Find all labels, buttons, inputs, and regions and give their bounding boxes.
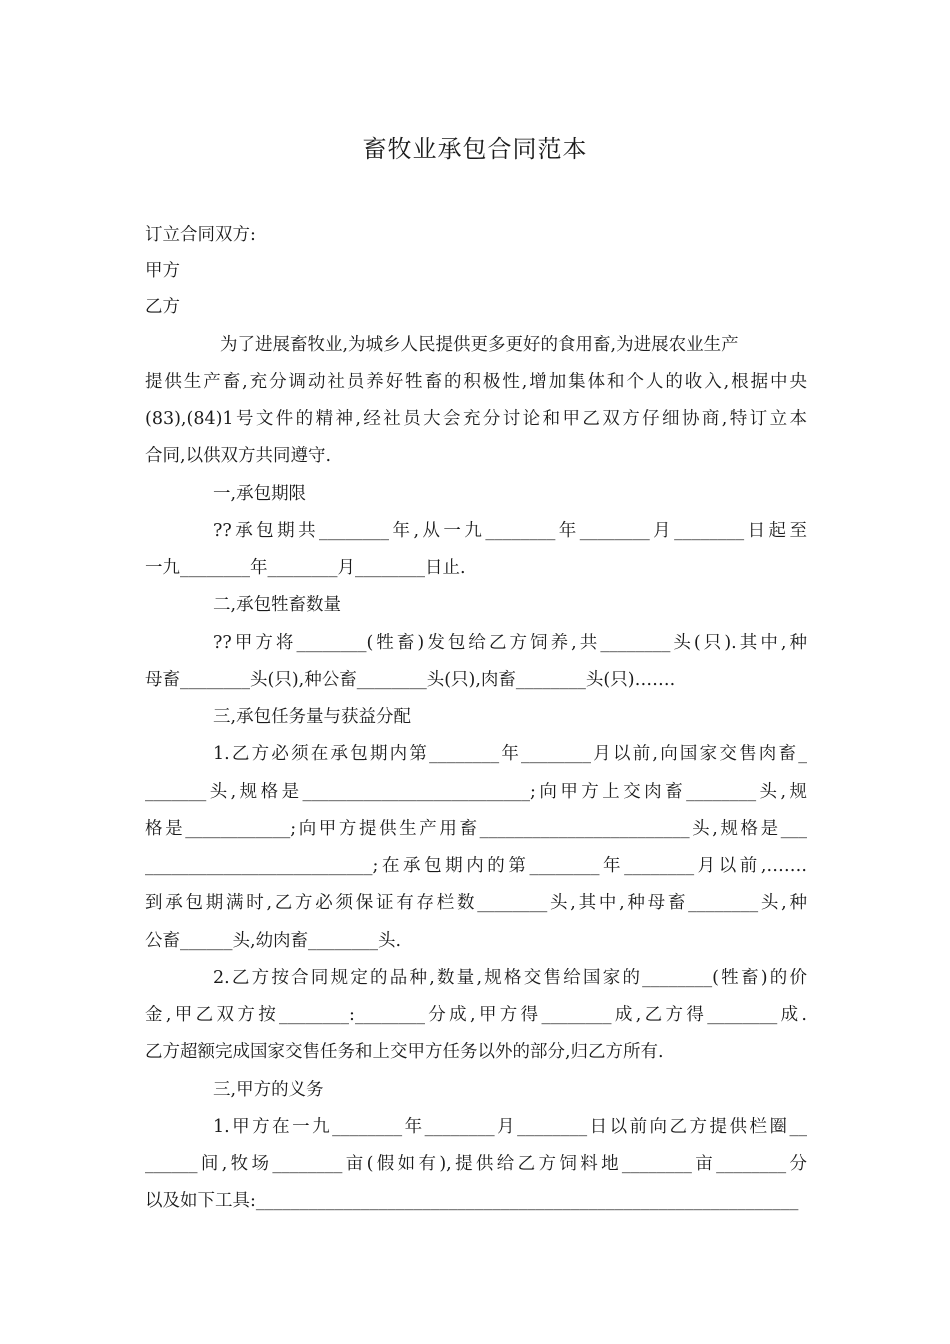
section-heading: 二,承包牲畜数量 bbox=[213, 595, 342, 615]
clause-line: 一九________年________月________日止. bbox=[145, 558, 466, 578]
preamble-line: 提供生产畜,充分调动社员养好牲畜的积极性,增加集体和个人的收入,根据中央 bbox=[145, 372, 807, 392]
party-b-label: 乙方 bbox=[145, 297, 180, 317]
party-a-label: 甲方 bbox=[145, 261, 180, 281]
preamble-line: (83),(84)1号文件的精神,经社员大会充分讨论和甲乙双方仔细协商,特订立本 bbox=[145, 409, 807, 429]
clause-line: ??承包期共________年,从一九________年________月________日起至 bbox=[213, 521, 807, 541]
clause-line: __________________________;在承包期内的第________年________月以前,……. bbox=[145, 856, 807, 876]
clause-line: 到承包期满时,乙方必须保证有存栏数________头,其中,种母畜________头,种 bbox=[145, 893, 807, 913]
clause-line: 1.乙方必须在承包期内第________年________月以前,向国家交售肉畜_ bbox=[213, 744, 807, 764]
document-title: 畜牧业承包合同范本 bbox=[362, 135, 588, 163]
section-heading: 三,承包任务量与获益分配 bbox=[213, 707, 412, 727]
clause-line: ______间,牧场________亩(假如有),提供给乙方饲料地________亩________分 bbox=[145, 1154, 807, 1174]
section-heading: 一,承包期限 bbox=[213, 484, 307, 504]
clause-line: _______头,规格是__________________________;向甲方上交肉畜________头,规 bbox=[145, 782, 807, 802]
clause-line: 2.乙方按合同规定的品种,数量,规格交售给国家的________(牲畜)的价 bbox=[213, 968, 807, 988]
clause-line: 公畜______头,幼肉畜________头. bbox=[145, 931, 402, 951]
clause-line: 乙方超额完成国家交售任务和上交甲方任务以外的部分,归乙方所有. bbox=[145, 1042, 664, 1062]
preamble-line: 为了进展畜牧业,为城乡人民提供更多更好的食用畜,为进展农业生产 bbox=[220, 335, 739, 355]
preamble-line: 合同,以供双方共同遵守. bbox=[145, 446, 332, 466]
clause-line: 格是____________;向甲方提供生产用畜________________________头,规格是___ bbox=[145, 819, 807, 839]
section-heading: 三,甲方的义务 bbox=[213, 1080, 324, 1100]
clause-line: 1.甲方在一九________年________月________日以前向乙方提供栏圈__ bbox=[213, 1117, 807, 1137]
clause-line: 金,甲乙双方按________:________分成,甲方得________成,乙方得________成. bbox=[145, 1005, 807, 1025]
clause-line: 母畜________头(只),种公畜________头(只),肉畜________头(只)……. bbox=[145, 670, 676, 690]
clause-line: 以及如下工具:______________________________________________________________ bbox=[145, 1191, 799, 1211]
clause-line: ??甲方将________(牲畜)发包给乙方饲养,共________头(只).其中,种 bbox=[213, 633, 807, 653]
parties-heading: 订立合同双方: bbox=[145, 225, 256, 245]
